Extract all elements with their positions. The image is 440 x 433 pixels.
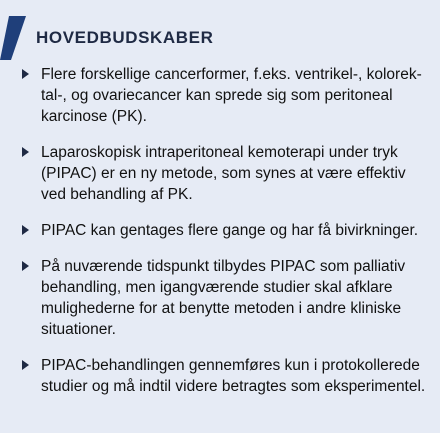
list-item-text: Laparoskopisk intraperitoneal kemoterapi under tryk (PIPAC) er en ny metode, som synes at være effektiv ved behandling af PK.	[41, 144, 406, 203]
key-messages-list	[0, 64, 440, 412]
list-item	[0, 220, 440, 241]
list-item	[0, 142, 440, 205]
list-item-text: Flere forskellige cancerformer, f.eks. ventrikel-, kolorek-tal-, og ovariecancer kan sprede sig som peritoneal karcinose (PK).	[41, 66, 422, 125]
box-heading: HOVEDBUDSKABER	[36, 28, 214, 47]
list-item	[0, 355, 440, 397]
accent-stripe	[0, 16, 26, 60]
triangle-right-icon	[22, 261, 29, 271]
triangle-right-icon	[22, 69, 29, 79]
list-item	[0, 256, 440, 340]
list-item-text: PIPAC-behandlingen gennemføres kun i protokollerede studier og må indtil videre betragtes som eksperimentel.	[41, 357, 426, 395]
triangle-right-icon	[22, 360, 29, 370]
list-item	[0, 64, 440, 127]
accent-stripe-shape	[0, 16, 26, 60]
list-item-text: På nuværende tidspunkt tilbydes PIPAC som palliativ behandling, men igangværende studier skal afklare mulighederne for at benytte metoden i andre kliniske situationer.	[41, 258, 406, 338]
triangle-right-icon	[22, 147, 29, 157]
triangle-right-icon	[22, 225, 29, 235]
list-item-text: PIPAC kan gentages flere gange og har få bivirkninger.	[41, 222, 419, 239]
